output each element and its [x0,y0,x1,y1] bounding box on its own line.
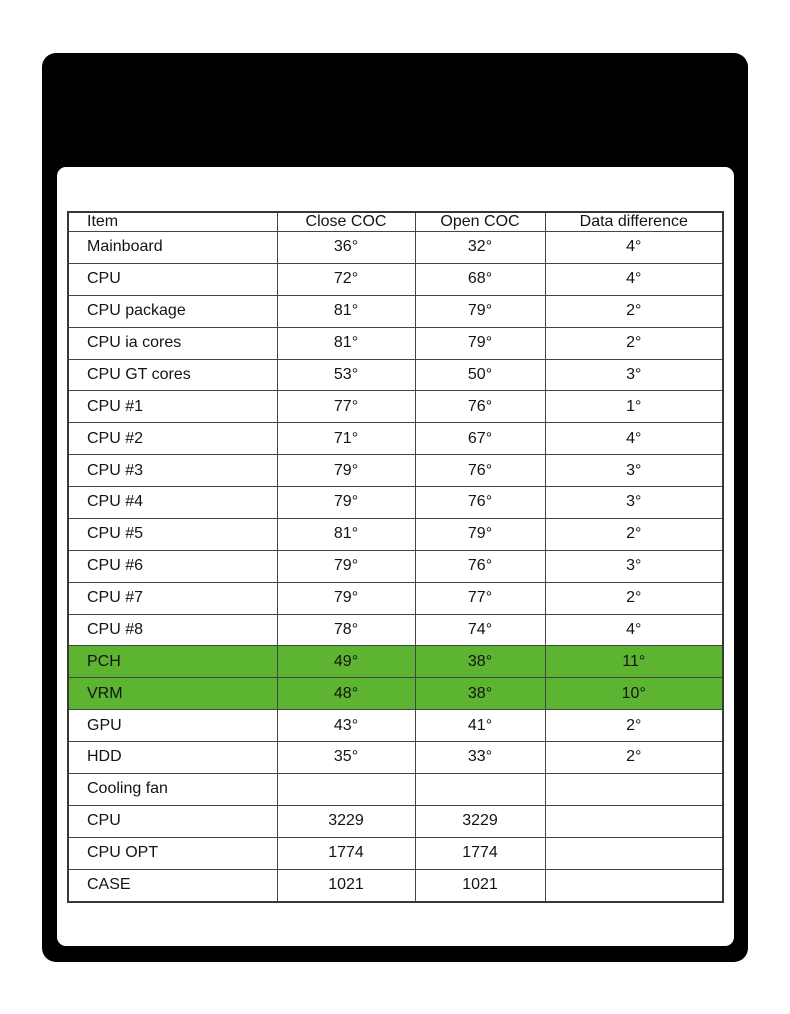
cell-data-difference [545,805,723,837]
table-row [68,455,723,487]
cell-open-coc [415,773,545,805]
cell-item: CPU #6 [68,550,277,582]
cell-open-coc: 76° [415,391,545,423]
cell-item: CPU #2 [68,423,277,455]
cell-item: CASE [68,869,277,902]
cell-item: CPU ia cores [68,327,277,359]
table-row [68,359,723,391]
cell-item: CPU #5 [68,518,277,550]
cell-open-coc: 77° [415,582,545,614]
cell-item: CPU #3 [68,455,277,487]
cell-item: PCH [68,646,277,678]
cell-close-coc: 71° [277,423,415,455]
table-row [68,423,723,455]
table-row [68,487,723,519]
cell-close-coc: 81° [277,518,415,550]
cell-open-coc: 1774 [415,837,545,869]
cell-close-coc: 72° [277,263,415,295]
cell-close-coc: 36° [277,232,415,264]
cell-data-difference: 2° [545,295,723,327]
cell-data-difference: 2° [545,518,723,550]
table-row [68,869,723,902]
cell-data-difference: 2° [545,742,723,774]
cell-open-coc: 38° [415,646,545,678]
cell-close-coc: 79° [277,487,415,519]
cell-data-difference: 3° [545,487,723,519]
table-row [68,327,723,359]
cell-data-difference: 11° [545,646,723,678]
cell-data-difference: 2° [545,582,723,614]
table-header-row [68,212,723,232]
cell-open-coc: 67° [415,423,545,455]
cell-data-difference: 4° [545,263,723,295]
table-row [68,550,723,582]
header-close-coc: Close COC [277,212,415,232]
cell-close-coc: 43° [277,710,415,742]
cell-item: CPU package [68,295,277,327]
header-data-difference: Data difference [545,212,723,232]
cell-data-difference: 4° [545,614,723,646]
cell-data-difference: 10° [545,678,723,710]
cell-close-coc [277,773,415,805]
table-row [68,582,723,614]
cell-data-difference: 2° [545,327,723,359]
cell-item: CPU GT cores [68,359,277,391]
cell-open-coc: 79° [415,518,545,550]
cell-open-coc: 79° [415,327,545,359]
cell-open-coc: 76° [415,455,545,487]
cell-item: Mainboard [68,232,277,264]
header-open-coc: Open COC [415,212,545,232]
table-row [68,232,723,264]
cell-item: CPU #7 [68,582,277,614]
cell-open-coc: 33° [415,742,545,774]
cell-data-difference [545,837,723,869]
cell-data-difference [545,773,723,805]
cell-open-coc: 32° [415,232,545,264]
cell-close-coc: 48° [277,678,415,710]
cell-data-difference: 4° [545,423,723,455]
header-item: Item [68,212,277,232]
table-row [68,773,723,805]
table-row [68,646,723,678]
temperature-comparison-table [67,211,724,903]
cell-open-coc: 38° [415,678,545,710]
cell-data-difference: 3° [545,550,723,582]
cell-close-coc: 1774 [277,837,415,869]
cell-open-coc: 68° [415,263,545,295]
cell-close-coc: 79° [277,582,415,614]
cell-open-coc: 50° [415,359,545,391]
cell-close-coc: 1021 [277,869,415,902]
table-row [68,678,723,710]
cell-item: Cooling fan [68,773,277,805]
table-row [68,614,723,646]
cell-data-difference [545,869,723,902]
cell-item: VRM [68,678,277,710]
cell-close-coc: 79° [277,455,415,487]
table-row [68,805,723,837]
cell-data-difference: 2° [545,710,723,742]
cell-item: CPU #1 [68,391,277,423]
cell-open-coc: 76° [415,487,545,519]
cell-open-coc: 76° [415,550,545,582]
cell-data-difference: 3° [545,455,723,487]
cell-data-difference: 4° [545,232,723,264]
table-row [68,742,723,774]
table-row [68,263,723,295]
cell-open-coc: 41° [415,710,545,742]
cell-open-coc: 1021 [415,869,545,902]
table-row [68,295,723,327]
cell-close-coc: 49° [277,646,415,678]
cell-item: HDD [68,742,277,774]
cell-open-coc: 79° [415,295,545,327]
cell-close-coc: 79° [277,550,415,582]
cell-close-coc: 81° [277,327,415,359]
cell-close-coc: 81° [277,295,415,327]
video-frame [42,53,748,962]
cell-item: CPU #8 [68,614,277,646]
table-row [68,391,723,423]
cell-data-difference: 1° [545,391,723,423]
cell-close-coc: 77° [277,391,415,423]
cell-data-difference: 3° [545,359,723,391]
cell-item: CPU [68,263,277,295]
cell-open-coc: 3229 [415,805,545,837]
table-row [68,518,723,550]
cell-open-coc: 74° [415,614,545,646]
table-row [68,837,723,869]
cell-item: CPU OPT [68,837,277,869]
cell-close-coc: 3229 [277,805,415,837]
cell-close-coc: 78° [277,614,415,646]
cell-item: CPU #4 [68,487,277,519]
cell-item: CPU [68,805,277,837]
cell-close-coc: 35° [277,742,415,774]
cell-close-coc: 53° [277,359,415,391]
table-row [68,710,723,742]
cell-item: GPU [68,710,277,742]
content-panel [57,167,734,946]
